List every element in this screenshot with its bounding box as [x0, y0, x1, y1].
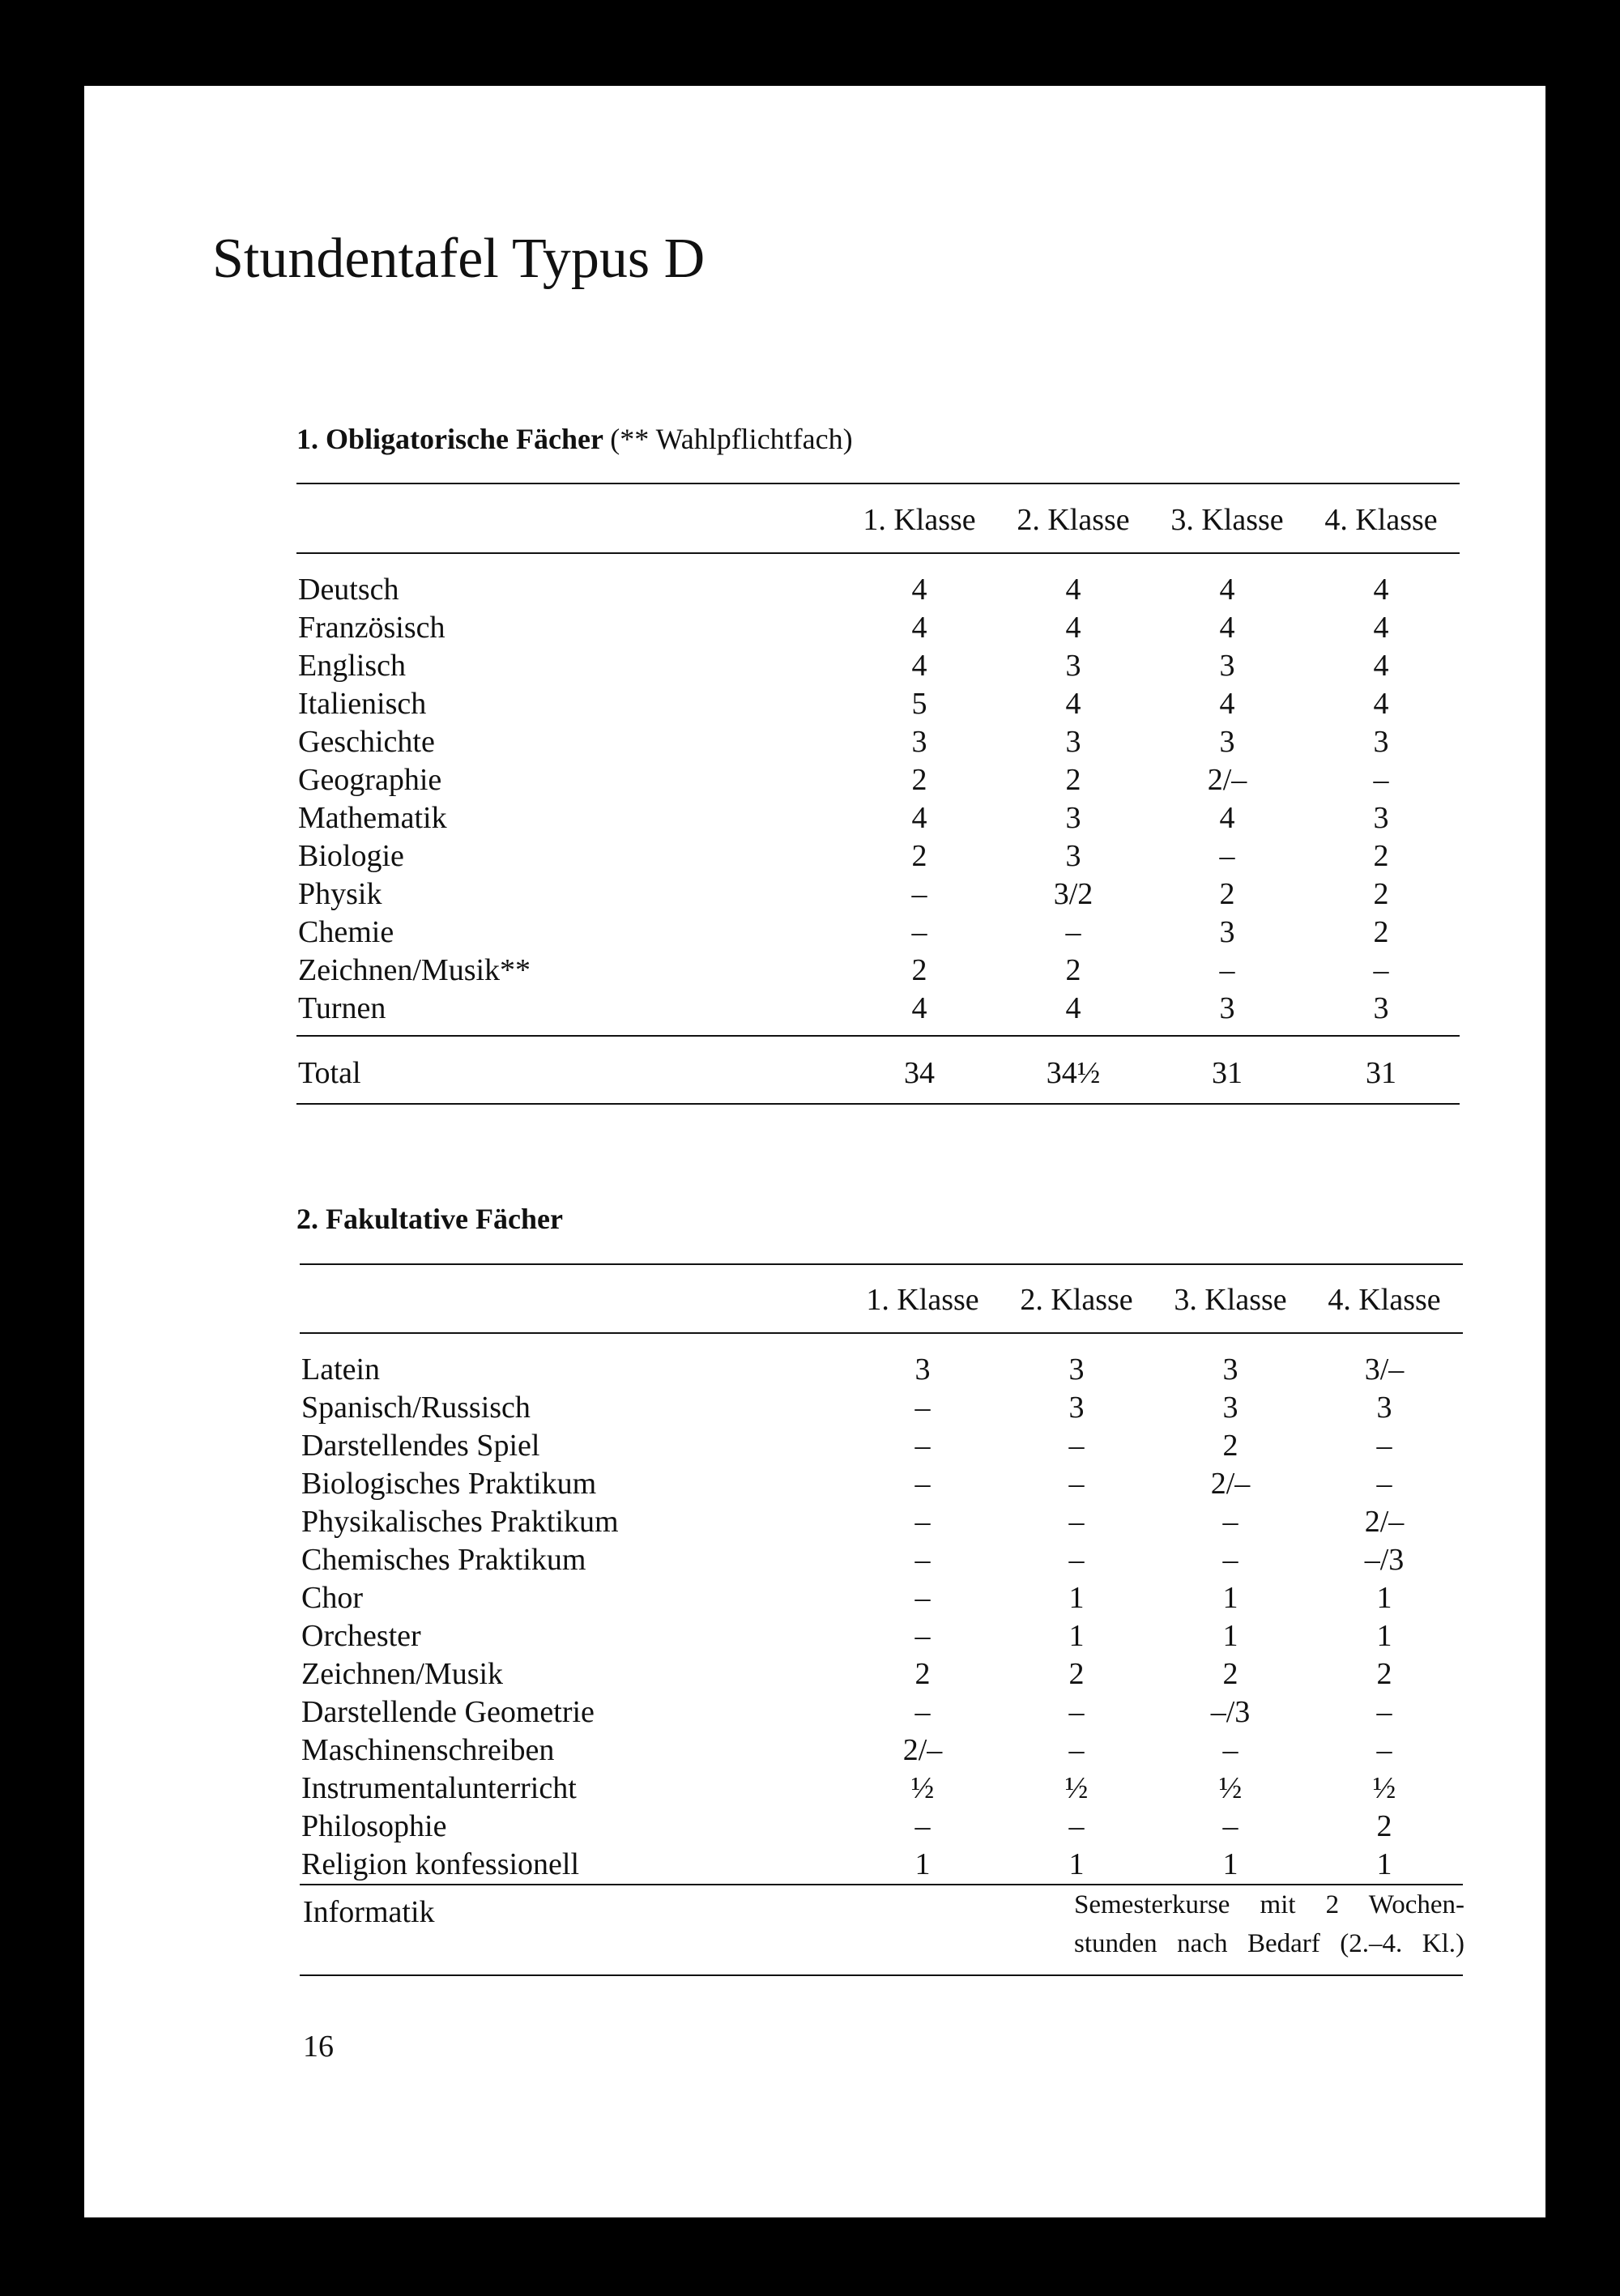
hours-value: 3: [1373, 991, 1389, 1025]
header-klasse-3: 3. Klasse: [1174, 1283, 1287, 1317]
hours-value: 4: [1065, 687, 1081, 721]
table-row: [298, 952, 1460, 989]
hours-value: 1: [1376, 1581, 1392, 1615]
hours-value: –: [914, 1391, 931, 1425]
subject-label: Chemie: [298, 915, 394, 949]
hours-value: 4: [1373, 611, 1389, 645]
hours-value: 2: [1219, 877, 1235, 911]
table-row: [298, 647, 1460, 684]
hours-value: 5: [911, 687, 927, 721]
table-row: [298, 723, 1460, 760]
table-header-row: [301, 1281, 1463, 1318]
hours-value: 4: [911, 801, 927, 835]
header-klasse-1: 1. Klasse: [863, 503, 976, 537]
subject-label: Französisch: [298, 611, 446, 645]
hours-value: 4: [911, 573, 927, 607]
hours-value: 2: [911, 953, 927, 987]
subject-label: Mathematik: [298, 801, 447, 835]
hours-value: 4: [1219, 573, 1235, 607]
table-row: [301, 1541, 1463, 1578]
hours-value: 4: [1373, 649, 1389, 683]
hours-value: –: [1068, 1429, 1085, 1463]
hours-value: 3: [1373, 801, 1389, 835]
header-klasse-2: 2. Klasse: [1020, 1283, 1133, 1317]
table-row: [298, 609, 1460, 646]
subject-label: Chemisches Praktikum: [301, 1543, 586, 1577]
rule: [296, 1035, 1460, 1037]
hours-value: 3: [1376, 1391, 1392, 1425]
hours-value: 3: [1219, 725, 1235, 759]
hours-value: ½: [1218, 1771, 1243, 1805]
hours-value: –: [911, 877, 927, 911]
hours-value: ½: [910, 1771, 935, 1805]
hours-value: –: [914, 1429, 931, 1463]
hours-value: –: [914, 1467, 931, 1501]
hours-value: –: [1068, 1809, 1085, 1843]
hours-value: 3: [1065, 839, 1081, 873]
hours-value: 3: [1065, 649, 1081, 683]
subject-label: Maschinenschreiben: [301, 1733, 555, 1767]
section-1-note: (** Wahlpflichtfach): [610, 423, 853, 455]
hours-value: 2: [1373, 877, 1389, 911]
header-klasse-3: 3. Klasse: [1170, 503, 1284, 537]
hours-value: 1: [1376, 1619, 1392, 1653]
hours-value: 2: [1222, 1429, 1238, 1463]
hours-value: –: [1219, 953, 1235, 987]
hours-value: –: [1068, 1543, 1085, 1577]
hours-value: –: [914, 1619, 931, 1653]
subject-label: Geschichte: [298, 725, 435, 759]
subject-label: Physik: [298, 877, 382, 911]
hours-value: –: [1065, 915, 1081, 949]
hours-value: 4: [1065, 573, 1081, 607]
hours-value: 2/–: [1364, 1505, 1405, 1539]
hours-value: ½: [1372, 1771, 1396, 1805]
rule: [296, 1103, 1460, 1105]
hours-value: 3: [1222, 1352, 1238, 1387]
table-row: [298, 571, 1460, 608]
subject-label: Spanisch/Russisch: [301, 1391, 531, 1425]
subject-label: Philosophie: [301, 1809, 447, 1843]
table-row: [301, 1579, 1463, 1617]
table-row: [298, 799, 1460, 837]
hours-value: 4: [1065, 991, 1081, 1025]
page-title: Stundentafel Typus D: [212, 228, 706, 290]
table-row: [298, 761, 1460, 799]
hours-value: –: [911, 915, 927, 949]
table-row: [298, 875, 1460, 913]
table-row: [301, 1846, 1463, 1883]
hours-value: 4: [1219, 611, 1235, 645]
hours-value: 3: [1065, 725, 1081, 759]
hours-value: 4: [911, 611, 927, 645]
hours-value: –: [914, 1581, 931, 1615]
subject-label: Biologisches Praktikum: [301, 1467, 597, 1501]
header-klasse-4: 4. Klasse: [1328, 1283, 1441, 1317]
hours-value: –/3: [1210, 1695, 1251, 1729]
hours-value: –/3: [1364, 1543, 1405, 1577]
hours-value: 2: [1373, 839, 1389, 873]
table-row: [298, 914, 1460, 951]
subject-label: Physikalisches Praktikum: [301, 1505, 619, 1539]
table-row: [298, 837, 1460, 875]
hours-value: 2: [1373, 915, 1389, 949]
hours-value: –: [1222, 1505, 1238, 1539]
page-number: 16: [303, 2030, 334, 2064]
table-row: [301, 1655, 1463, 1693]
table-row: [301, 1617, 1463, 1655]
table-row: [301, 1351, 1463, 1388]
subject-label: Latein: [301, 1352, 381, 1387]
hours-value: 4: [1065, 611, 1081, 645]
total-value: 31: [1366, 1056, 1396, 1090]
hours-value: –: [914, 1695, 931, 1729]
total-value: 31: [1212, 1056, 1243, 1090]
informatik-note: [1074, 1885, 1464, 1963]
subject-label: Deutsch: [298, 573, 399, 607]
subject-label: Zeichnen/Musik**: [298, 953, 531, 987]
table-header-row: [298, 501, 1460, 539]
hours-value: –: [1222, 1733, 1238, 1767]
hours-value: –: [1376, 1733, 1392, 1767]
total-label: Total: [298, 1056, 361, 1090]
hours-value: –: [1222, 1809, 1238, 1843]
hours-value: 4: [1219, 687, 1235, 721]
hours-value: 3: [1065, 801, 1081, 835]
hours-value: 3: [1219, 915, 1235, 949]
hours-value: 1: [914, 1847, 931, 1881]
table-row: [301, 1503, 1463, 1540]
subject-label: Darstellende Geometrie: [301, 1695, 595, 1729]
hours-value: –: [914, 1543, 931, 1577]
subject-label: Biologie: [298, 839, 404, 873]
header-klasse-2: 2. Klasse: [1017, 503, 1130, 537]
hours-value: ½: [1064, 1771, 1089, 1805]
hours-value: 2/–: [1207, 763, 1247, 797]
subject-label: Chor: [301, 1581, 363, 1615]
table-row: [301, 1427, 1463, 1464]
hours-value: 2: [914, 1657, 931, 1691]
table-row: [298, 685, 1460, 722]
hours-value: –: [1068, 1733, 1085, 1767]
hours-value: 4: [1219, 801, 1235, 835]
hours-value: 1: [1068, 1581, 1085, 1615]
hours-value: 3: [1222, 1391, 1238, 1425]
hours-value: –: [914, 1809, 931, 1843]
section-2-heading: [296, 1202, 563, 1236]
table-row: [298, 990, 1460, 1027]
section-1-title: 1. Obligatorische Fächer: [296, 423, 603, 455]
table-row: [301, 1465, 1463, 1502]
total-value: 34: [904, 1056, 935, 1090]
hours-value: 2: [1065, 953, 1081, 987]
hours-value: 3: [1219, 649, 1235, 683]
hours-value: 3: [1068, 1391, 1085, 1425]
hours-value: 4: [911, 649, 927, 683]
subject-label: Orchester: [301, 1619, 421, 1653]
hours-value: 2/–: [902, 1733, 943, 1767]
rule: [300, 1263, 1463, 1265]
hours-value: –: [1373, 953, 1389, 987]
hours-value: 4: [1373, 573, 1389, 607]
table-row: [301, 1693, 1463, 1731]
hours-value: –: [1219, 839, 1235, 873]
subject-label: Religion konfessionell: [301, 1847, 580, 1881]
informatik-note-line: Semesterkurse mit 2 Wochen-: [1074, 1890, 1464, 1919]
hours-value: 2: [1376, 1809, 1392, 1843]
subject-label: Geographie: [298, 763, 442, 797]
hours-value: 1: [1376, 1847, 1392, 1881]
hours-value: 4: [1373, 687, 1389, 721]
hours-value: 1: [1068, 1619, 1085, 1653]
informatik-note-line: stunden nach Bedarf (2.–4. Kl.): [1074, 1929, 1464, 1958]
hours-value: 2: [911, 839, 927, 873]
hours-value: 2: [1065, 763, 1081, 797]
hours-value: –: [914, 1505, 931, 1539]
hours-value: –: [1376, 1695, 1392, 1729]
rule: [296, 483, 1460, 484]
hours-value: 1: [1222, 1581, 1238, 1615]
hours-value: 3/2: [1053, 877, 1094, 911]
hours-value: –: [1376, 1467, 1392, 1501]
rule: [300, 1332, 1463, 1334]
hours-value: 1: [1222, 1619, 1238, 1653]
hours-value: 3/–: [1364, 1352, 1405, 1387]
hours-value: 3: [914, 1352, 931, 1387]
hours-value: –: [1068, 1467, 1085, 1501]
total-value: 34½: [1046, 1056, 1101, 1090]
subject-label: Zeichnen/Musik: [301, 1657, 504, 1691]
hours-value: 2: [1222, 1657, 1238, 1691]
table-row: [301, 1808, 1463, 1845]
header-klasse-1: 1. Klasse: [866, 1283, 979, 1317]
hours-value: 2/–: [1210, 1467, 1251, 1501]
header-klasse-4: 4. Klasse: [1324, 503, 1438, 537]
subject-label: Instrumentalunterricht: [301, 1771, 577, 1805]
subject-label: Englisch: [298, 649, 406, 683]
hours-value: 4: [911, 991, 927, 1025]
hours-value: 2: [911, 763, 927, 797]
hours-value: –: [1376, 1429, 1392, 1463]
table-row: [301, 1770, 1463, 1807]
section-2-title: 2. Fakultative Fächer: [296, 1203, 563, 1235]
hours-value: –: [1068, 1695, 1085, 1729]
section-1-heading: [296, 422, 853, 456]
table-row: [301, 1732, 1463, 1769]
hours-value: 3: [1219, 991, 1235, 1025]
hours-value: 3: [1068, 1352, 1085, 1387]
table-row: [301, 1389, 1463, 1426]
hours-value: 1: [1222, 1847, 1238, 1881]
hours-value: 2: [1376, 1657, 1392, 1691]
subject-label: Darstellendes Spiel: [301, 1429, 540, 1463]
subject-label: Italienisch: [298, 687, 427, 721]
rule: [296, 552, 1460, 554]
table-total-row: [298, 1054, 1460, 1092]
hours-value: –: [1222, 1543, 1238, 1577]
hours-value: 3: [911, 725, 927, 759]
hours-value: 3: [1373, 725, 1389, 759]
hours-value: –: [1068, 1505, 1085, 1539]
rule: [300, 1974, 1463, 1976]
informatik-label: Informatik: [303, 1895, 435, 1929]
subject-label: Turnen: [298, 991, 386, 1025]
hours-value: 1: [1068, 1847, 1085, 1881]
hours-value: –: [1373, 763, 1389, 797]
hours-value: 2: [1068, 1657, 1085, 1691]
